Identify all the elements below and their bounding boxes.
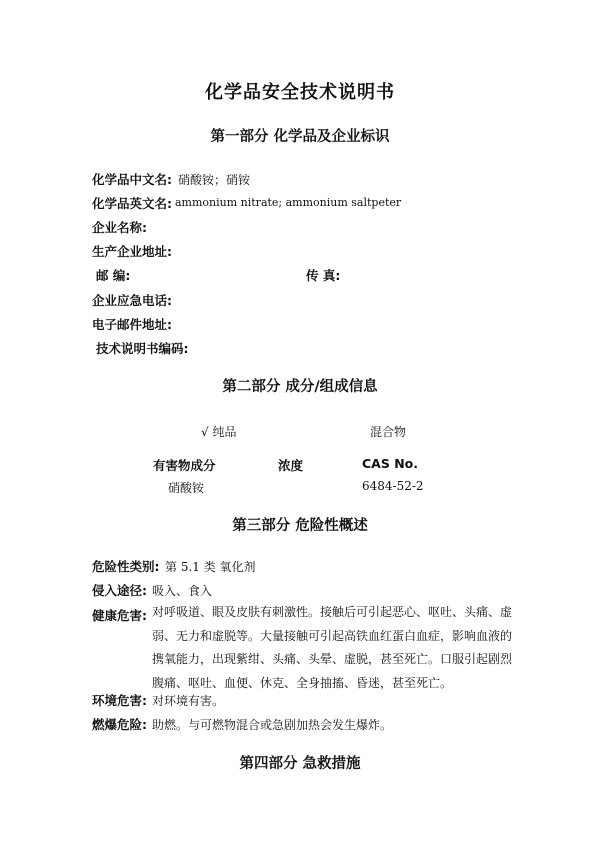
cn-name-value: 硝酸铵；硝铵 bbox=[178, 173, 251, 187]
en-name-value: ammonium nitrate; ammonium saltpeter bbox=[175, 196, 402, 209]
part2-heading: 第二部分 成分/组成信息 bbox=[222, 379, 378, 395]
pure-substance-option: √ 纯品 bbox=[201, 425, 237, 439]
env-hazard-label: 环境危害: bbox=[92, 693, 147, 708]
health-hazard-label: 健康危害: bbox=[92, 608, 147, 623]
table-row-component: 硝酸铵 bbox=[168, 481, 205, 495]
mixture-option: 混合物 bbox=[370, 425, 407, 439]
cas-column-header: CAS No. bbox=[362, 456, 418, 471]
part1-heading: 第一部分 化学品及企业标识 bbox=[210, 129, 390, 145]
fire-hazard-label: 燃爆危险: bbox=[92, 717, 147, 732]
component-column-header: 有害物成分 bbox=[153, 458, 216, 473]
health-hazard-value: 对呼吸道、眼及皮肤有刺激性。接触后可引起恶心、呕吐、头痛、虚弱、无力和虚脱等。大量接触可引起高铁血红蛋白血症，影响血液的携氧能力，出现紫绀、头痛、头晕、虚脱，甚至死亡。口服引起剧烈腹痛、呕吐、血便、休克、全身抽搐、昏迷，甚至死亡。 bbox=[152, 605, 513, 690]
part4-heading: 第四部分 急救措施 bbox=[239, 756, 361, 772]
hazard-class-label: 危险性类别: bbox=[92, 559, 160, 574]
route-label: 侵入途径: bbox=[92, 583, 147, 598]
doc-code-label: 技术说明书编码: bbox=[96, 341, 189, 356]
fax-label: 传 真: bbox=[306, 268, 341, 283]
emergency-phone-label: 企业应急电话: bbox=[92, 293, 172, 308]
postcode-label: 邮 编: bbox=[96, 268, 131, 283]
env-hazard-value: 对环境有害。 bbox=[152, 694, 225, 708]
table-row-cas: 6484-52-2 bbox=[362, 479, 424, 493]
fire-hazard-value: 助燃。与可燃物混合或急剧加热会发生爆炸。 bbox=[152, 718, 393, 732]
email-label: 电子邮件地址: bbox=[92, 317, 172, 332]
route-value: 吸入、食入 bbox=[152, 584, 213, 598]
address-label: 生产企业地址: bbox=[92, 244, 172, 259]
company-name-label: 企业名称: bbox=[92, 220, 147, 235]
concentration-column-header: 浓度 bbox=[278, 458, 304, 473]
en-name-label: 化学品英文名: bbox=[92, 196, 172, 211]
hazard-class-value: 第 5.1 类 氧化剂 bbox=[165, 560, 256, 574]
document-title: 化学品安全技术说明书 bbox=[205, 82, 395, 103]
part3-heading: 第三部分 危险性概述 bbox=[232, 518, 368, 534]
cn-name-label: 化学品中文名: bbox=[92, 172, 172, 187]
